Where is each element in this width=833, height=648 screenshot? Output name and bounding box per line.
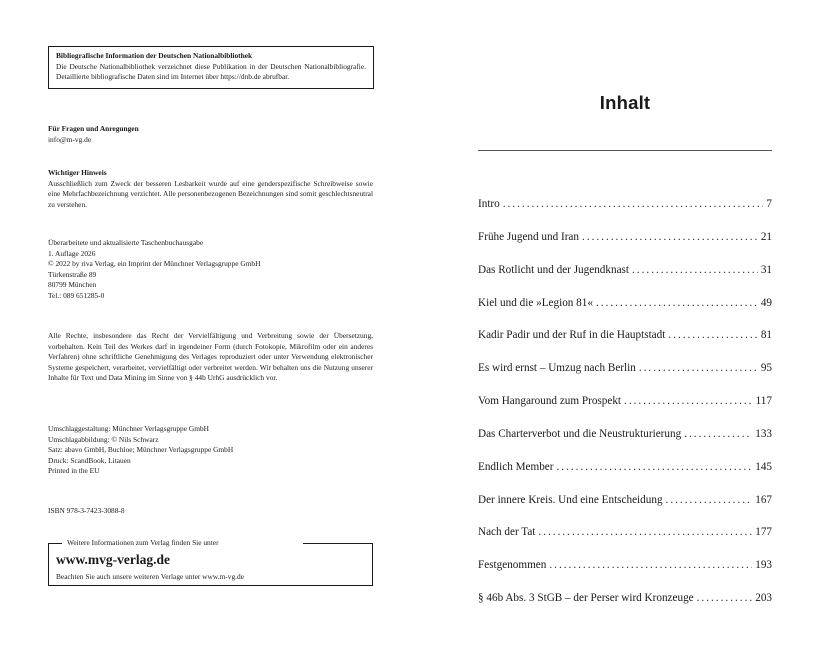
toc-leader-dots (596, 296, 758, 310)
toc-entry (478, 361, 772, 394)
edition-line: Türkenstraße 89 (48, 269, 97, 279)
bibliographic-info-box (48, 46, 374, 89)
bibliographic-info-title: Bibliografische Information der Deutschen Nationalbibliothek (56, 51, 253, 60)
imprint-page (48, 46, 373, 581)
toc-entry (478, 328, 772, 361)
notice-text: Ausschließlich zum Zweck der besseren Lesbarkeit wurde auf eine genderspezifische Schreibweise sowie eine Mehrfachbezeichnung verzichtet. Alle personenbezogenen Bezeichnungen sind somit geschlechtsneutral zu verstehen. (48, 178, 373, 209)
toc-entry-page: 49 (760, 296, 772, 309)
toc-entry-page: 95 (760, 362, 772, 375)
toc-leader-dots (624, 394, 753, 408)
toc-entry-page: 117 (755, 395, 772, 408)
edition-line: 1. Auflage 2026 (48, 248, 96, 258)
toc-entry-title: § 46b Abs. 3 StGB – der Perser wird Kronzeuge (478, 592, 694, 605)
toc-entry-title: Festgenommen (478, 559, 547, 572)
toc-entry-page: 7 (766, 198, 772, 210)
notice-title: Wichtiger Hinweis (48, 168, 107, 177)
toc-entry-title: Es wird ernst – Umzug nach Berlin (478, 362, 636, 375)
toc-entry-title: Das Charterverbot und die Neustrukturierung (478, 427, 682, 440)
toc-entry (478, 296, 772, 329)
toc-entry-title: Kiel und die »Legion 81« (478, 296, 593, 309)
toc-entry-page: 21 (760, 230, 772, 243)
toc-entry-title: Das Rotlicht und der Jugendknast (478, 263, 630, 276)
toc-entry-page: 133 (755, 427, 772, 440)
toc-leader-dots (684, 427, 752, 441)
edition-line: 80799 München (48, 280, 97, 290)
toc-leader-dots (666, 493, 753, 507)
contact-title: Für Fragen und Anregungen (48, 124, 139, 133)
credits-line: Umschlaggestaltung: Münchner Verlagsgruppe GmbH (48, 424, 209, 433)
edition-line: Überarbeitete und aktualisierte Taschenbuchausgabe (48, 238, 204, 247)
toc-leader-dots (697, 591, 753, 605)
toc-leader-dots (503, 197, 764, 211)
contact-section (48, 124, 373, 145)
toc-entry (478, 230, 772, 263)
toc-entry-page: 167 (755, 493, 772, 506)
toc-entry-title: Intro (478, 198, 500, 210)
toc-entry-title: Vom Hangaround zum Prospekt (478, 395, 622, 408)
publisher-web-box (48, 538, 373, 586)
contact-email: info@m-vg.de (48, 134, 92, 144)
toc-leader-dots (538, 525, 752, 539)
edition-line: Tel.: 089 651285-0 (48, 290, 105, 300)
toc-leader-dots (639, 361, 758, 375)
toc-heading: Inhalt (599, 92, 651, 113)
toc-entry-page: 177 (755, 526, 772, 539)
credits-line: Umschlagabbildung: © Nils Schwarz (48, 434, 159, 444)
bibliographic-info-text: Die Deutsche Nationalbibliothek verzeichnet diese Publikation in der Deutschen Nationalbibliografie. Detaillierte bibliografische Daten sind im Internet über https://dnb.de abrufbar. (56, 61, 366, 82)
toc-leader-dots (668, 328, 757, 342)
toc-entry-title: Kadir Padir und der Ruf in die Hauptstadt (478, 329, 666, 342)
publisher-url: www.mvg-verlag.de (56, 552, 170, 567)
rights-text: Alle Rechte, insbesondere das Recht der Vervielfältigung und Verbreitung sowie der Übersetzung, vorbehalten. Kein Teil des Werkes darf in irgendeiner Form (durch Fotokopie, Mikrofilm oder ein anderes Verfahren) ohne schriftliche Genehmigung des Verlages reproduziert oder unter Verwendung elektronischer Systeme gespeichert, verarbeitet, vervielfältigt oder verbreitet werden. Wir behalten uns die Nutzung unserer Inhalte für Text und Data Mining im Sinne von § 44b UrhG ausdrücklich vor. (48, 331, 373, 383)
more-publishers-text: Beachten Sie auch unsere weiteren Verlage unter www.m-vg.de (56, 572, 244, 581)
credits-line: Printed in the EU (48, 466, 100, 476)
edition-line: © 2022 by riva Verlag, ein Imprint der Münchner Verlagsgruppe GmbH (48, 259, 261, 269)
toc-entry (478, 525, 772, 558)
toc-entry-page: 145 (755, 460, 772, 473)
toc-entry-page: 193 (755, 559, 772, 572)
publisher-web-intro: Weitere Informationen zum Verlag finden Sie unter (67, 538, 219, 547)
box-top-border (48, 543, 62, 544)
toc-entry-title: Nach der Tat (478, 526, 536, 539)
toc-entry-title: Der innere Kreis. Und eine Entscheidung (478, 493, 663, 506)
toc-leader-dots (582, 230, 758, 244)
box-top-border (303, 543, 373, 544)
credits-section (48, 424, 373, 477)
toc-entry (478, 263, 772, 296)
toc-entry (478, 591, 772, 624)
toc-entry (478, 197, 772, 230)
credits-line: Satz: abavo GmbH, Buchloe; Münchner Verlagsgruppe GmbH (48, 445, 234, 455)
toc-entry-page: 31 (760, 263, 772, 276)
toc-leader-dots (549, 558, 752, 572)
credits-line: Druck: ScandBook, Litauen (48, 455, 131, 465)
isbn: ISBN 978-3-7423-3088-8 (48, 506, 125, 515)
notice-section (48, 168, 373, 210)
heading-divider (478, 150, 772, 151)
toc-entry (478, 493, 772, 526)
table-of-contents (478, 197, 772, 624)
toc-leader-dots (557, 460, 753, 474)
toc-entry-page: 81 (760, 329, 772, 342)
toc-entry-title: Endlich Member (478, 460, 554, 473)
toc-entry-title: Frühe Jugend und Iran (478, 230, 579, 243)
toc-leader-dots (632, 263, 758, 277)
toc-entry (478, 460, 772, 493)
edition-section (48, 238, 373, 302)
toc-entry-page: 203 (755, 592, 772, 605)
toc-entry (478, 394, 772, 427)
toc-entry (478, 427, 772, 460)
toc-entry (478, 558, 772, 591)
